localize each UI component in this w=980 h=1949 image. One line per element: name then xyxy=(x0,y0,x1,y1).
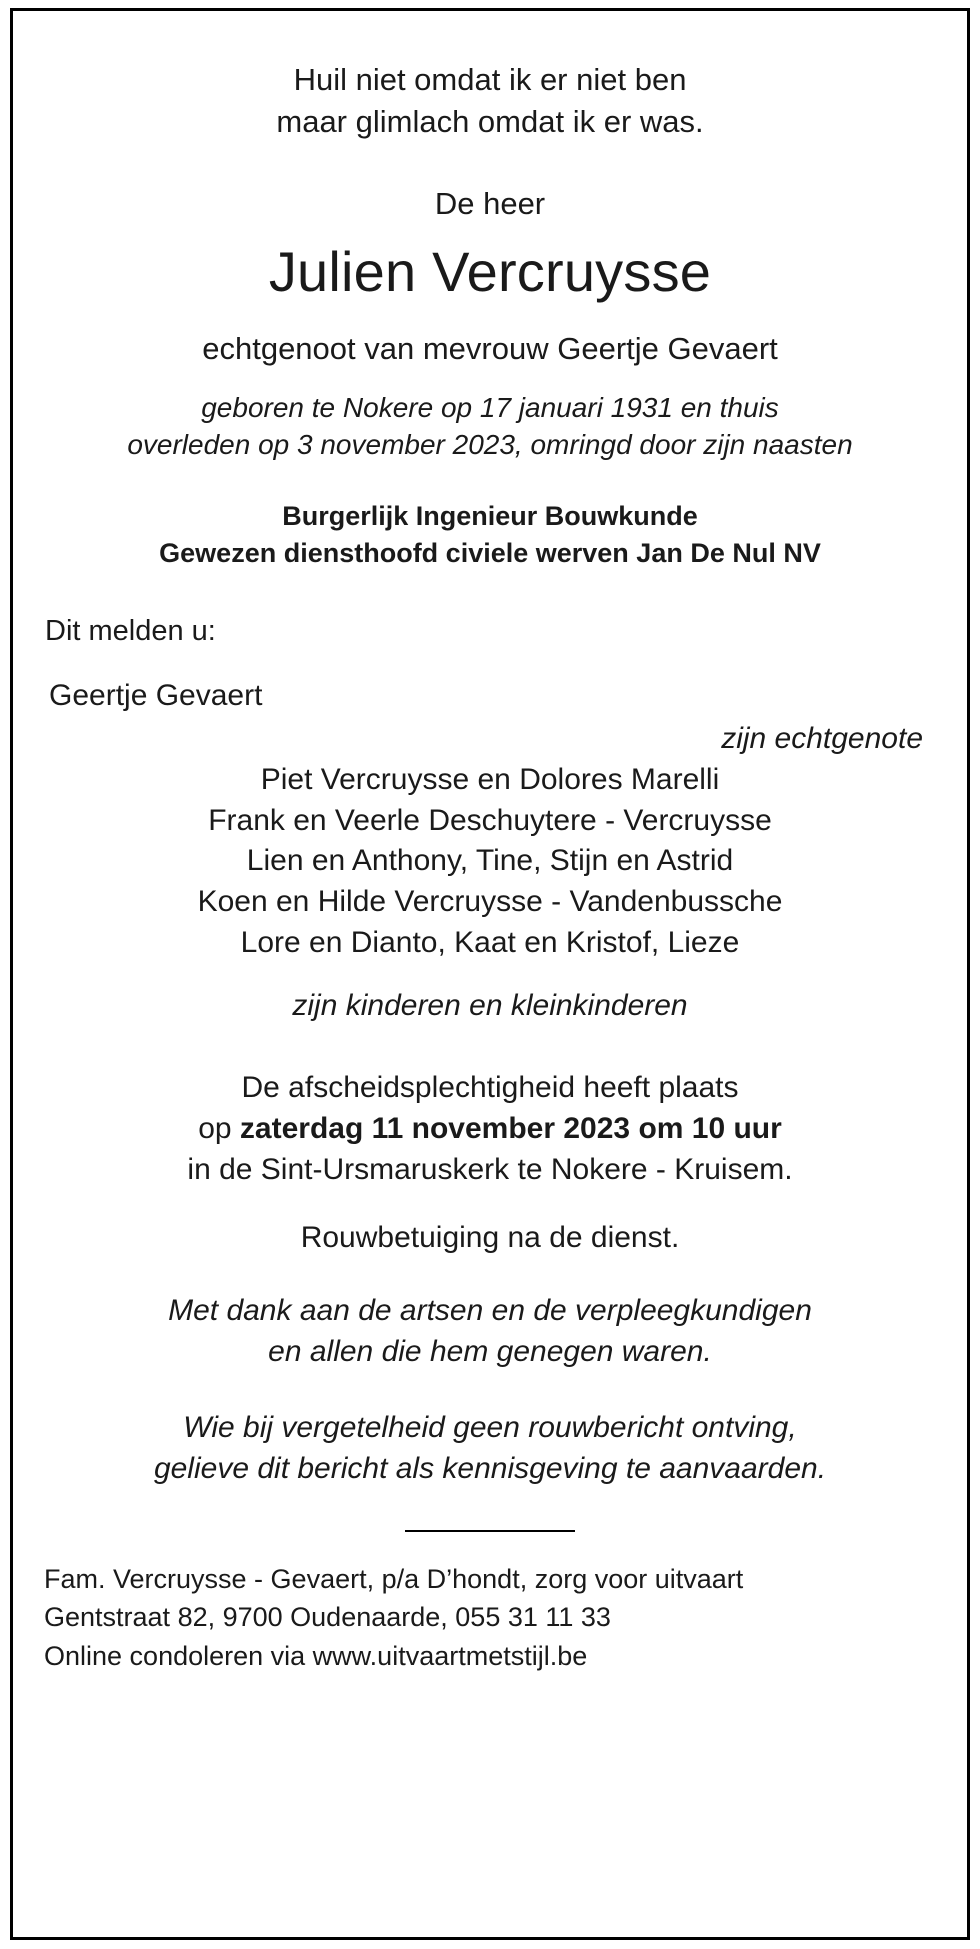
service-line-2-prefix: op xyxy=(198,1112,240,1146)
poem-line-1: Huil niet omdat ik er niet ben xyxy=(293,62,687,97)
thanks-line-2: en allen die hem genegen waren. xyxy=(268,1334,712,1368)
family-member-2: Frank en Veerle Deschuytere - Vercruysse xyxy=(208,803,772,837)
spouse-line: echtgenoot van mevrouw Geertje Gevaert xyxy=(202,330,778,366)
salutation: De heer xyxy=(434,186,546,222)
obituary-card xyxy=(10,8,970,1940)
service-line-2 xyxy=(41,1109,939,1150)
footer-line-2: Gentstraat 82, 9700 Oudenaarde, 055 31 11 33 xyxy=(44,1602,611,1633)
service-line-3: in de Sint-Ursmaruskerk te Nokere - Kruisem. xyxy=(187,1153,793,1187)
poem-block xyxy=(41,59,939,142)
forgotten-line-1: Wie bij vergetelheid geen rouwbericht ontving, xyxy=(183,1411,797,1445)
thanks-block xyxy=(41,1291,939,1373)
footer-line-1: Fam. Vercruysse - Gevaert, p/a D’hondt, zorg voor uitvaart xyxy=(44,1564,744,1595)
family-member-1: Piet Vercruysse en Dolores Marelli xyxy=(260,762,720,796)
forgotten-block xyxy=(41,1408,939,1490)
footer-block xyxy=(38,1560,942,1675)
service-block xyxy=(41,1068,939,1190)
deceased-name: Julien Vercruysse xyxy=(268,240,712,304)
family-member-5: Lore en Dianto, Kaat en Kristof, Lieze xyxy=(240,925,740,959)
widow-role: zijn echtgenote xyxy=(721,721,923,755)
thanks-line-1: Met dank aan de artsen en de verpleegkundigen xyxy=(168,1293,812,1327)
family-member-3: Lien en Anthony, Tine, Stijn en Astrid xyxy=(246,844,734,878)
footer-line-3: Online condoleren via www.uitvaartmetstijl.be xyxy=(44,1640,588,1671)
forgotten-line-2: gelieve dit bericht als kennisgeving te aanvaarden. xyxy=(153,1452,827,1486)
condolence-note: Rouwbetuiging na de dienst. xyxy=(300,1220,680,1254)
divider xyxy=(405,1530,575,1532)
poem-line-2: maar glimlach omdat ik er was. xyxy=(276,103,704,139)
family-member-4: Koen en Hilde Vercruysse - Vandenbussche xyxy=(197,885,783,919)
children-role: zijn kinderen en kleinkinderen xyxy=(292,988,688,1022)
announce-label: Dit melden u: xyxy=(45,615,216,648)
service-line-1: De afscheidsplechtigheid heeft plaats xyxy=(241,1071,739,1105)
career-block xyxy=(41,498,939,571)
birth-death-line-2: overleden op 3 november 2023, omringd door zijn naasten xyxy=(127,429,853,461)
birth-death-line-1: geboren te Nokere op 17 januari 1931 en thuis xyxy=(201,391,779,423)
career-line-2: Gewezen diensthoofd civiele werven Jan De Nul NV xyxy=(159,537,821,568)
family-block xyxy=(41,676,939,1026)
birth-death-block xyxy=(41,389,939,465)
service-datetime: zaterdag 11 november 2023 om 10 uur xyxy=(239,1112,782,1146)
career-line-1: Burgerlijk Ingenieur Bouwkunde xyxy=(282,501,698,532)
widow-name: Geertje Gevaert xyxy=(49,679,263,713)
